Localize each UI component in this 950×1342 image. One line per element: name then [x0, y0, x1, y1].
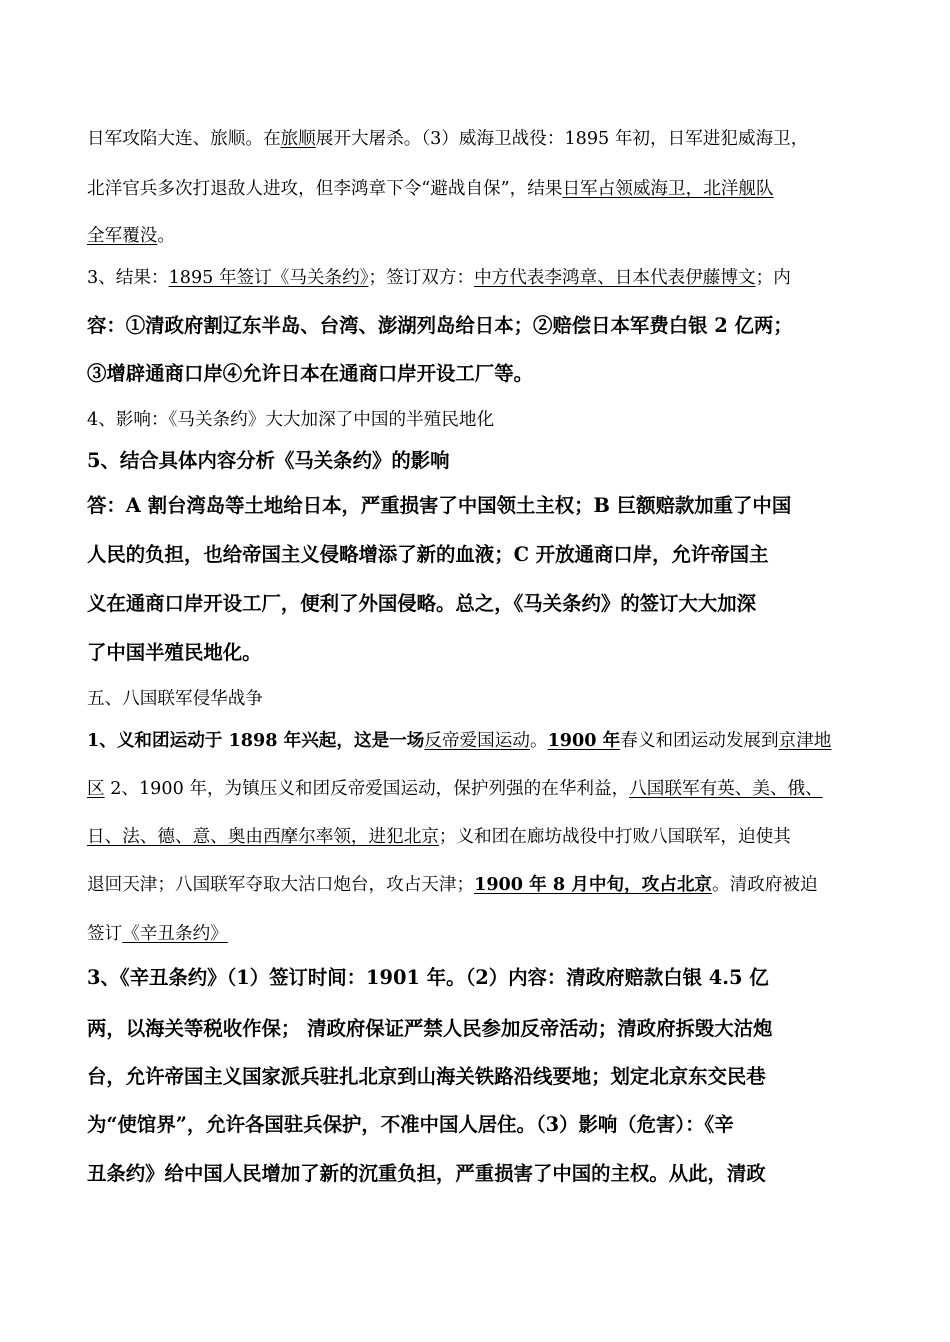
underlined-text: 反帝爱国运动	[424, 731, 530, 751]
text-segment: 日军攻陷大连、旅顺。在	[87, 129, 281, 149]
text-line	[87, 1017, 772, 1041]
text-line	[87, 224, 175, 248]
underlined-text: 区	[87, 779, 105, 799]
text-segment: 退回天津；八国联军夺取大沽口炮台，攻占天津；	[87, 875, 475, 895]
text-line	[87, 177, 774, 201]
underlined-text: 1895 年签订《马关条约》	[168, 268, 369, 288]
text-line	[87, 966, 769, 990]
text-line	[87, 1113, 734, 1137]
text-line	[87, 543, 768, 567]
text-segment: 丑条约》给中国人民增加了新的沉重负担，严重损害了中国的主权。从此，清政	[87, 1162, 766, 1185]
text-segment: 五、八国联军侵华战争	[87, 689, 263, 709]
text-segment: ；内	[755, 268, 791, 288]
text-segment: 为“使馆界”，允许各国驻兵保护，不准中国人居住。（3）影响（危害）：《辛	[87, 1113, 734, 1136]
text-segment: 2、1900 年，为镇压义和团反帝爱国运动，保护列强的在华利益，	[104, 779, 630, 799]
section-heading	[87, 687, 263, 711]
text-line	[87, 592, 756, 616]
underlined-text: 旅顺	[280, 129, 316, 149]
text-segment: 签订	[87, 924, 123, 944]
text-segment: 4、影响：《马关条约》大大加深了中国的半殖民地化	[87, 410, 495, 430]
underlined-text: 日、法、德、意、奥由西摩尔率领，进犯北京	[87, 827, 439, 847]
text-segment: 答：A 割台湾岛等土地给日本，严重损害了中国领土主权；B 巨额赔款加重了中国	[87, 494, 792, 517]
text-segment: 容：①清政府割辽东半岛、台湾、澎湖列岛给日本；②赔偿日本军费白银 2 亿两；	[87, 314, 793, 337]
underlined-text: 中方代表李鸿章、日本代表伊藤博文	[474, 268, 756, 288]
text-line	[87, 729, 831, 753]
underlined-text: 京津地	[778, 731, 832, 751]
text-segment: 。清政府被迫	[712, 875, 818, 895]
text-line	[87, 408, 494, 432]
text-segment: 3、结果：	[87, 268, 169, 288]
text-segment: 3、《辛丑条约》（1）签订时间：1901 年。（2）内容：清政府赔款白银 4.5 亿	[87, 966, 769, 989]
text-segment: ③增辟通商口岸④允许日本在通商口岸开设工厂等。	[87, 362, 533, 385]
section-question	[87, 449, 450, 473]
text-segment: 北洋官兵多次打退敌人进攻，但李鸿章下令“避战自保”，结果	[87, 179, 563, 199]
text-line	[87, 1065, 766, 1089]
text-line	[87, 873, 818, 897]
underlined-text: 1900 年	[547, 730, 621, 751]
text-segment: 人民的负担，也给帝国主义侵略增添了新的血液；C 开放通商口岸，允许帝国主	[87, 543, 769, 566]
text-segment: 5、结合具体内容分析《马关条约》的影响	[87, 449, 450, 472]
text-line	[87, 127, 808, 151]
text-segment: 。	[157, 226, 175, 246]
text-line	[87, 494, 791, 518]
text-segment: 春义和团运动发展到	[620, 731, 779, 751]
text-segment: ；义和团在廊坊战役中打败八国联军，迫使其	[438, 827, 791, 847]
text-segment: 展开大屠杀。（3）威海卫战役：1895 年初，日军进犯威海卫，	[315, 129, 809, 149]
underlined-text: 《辛丑条约》	[122, 924, 228, 944]
text-line	[87, 266, 791, 290]
text-segment: 。	[529, 731, 548, 751]
text-line	[87, 922, 228, 946]
text-line	[87, 314, 793, 338]
text-line	[87, 362, 533, 386]
underlined-text: 1900 年 8 月中旬，攻占北京	[474, 874, 713, 895]
text-line	[87, 1162, 766, 1186]
underlined-text: 全军覆没	[87, 226, 158, 246]
underlined-text: 日军占领威海卫，北洋舰队	[562, 179, 774, 199]
text-segment: 义在通商口岸开设工厂，便利了外国侵略。总之，《马关条约》的签订大大加深	[87, 592, 756, 615]
text-segment: 两，以海关等税收作保； 清政府保证严禁人民参加反帝活动；清政府拆毁大沽炮	[87, 1017, 773, 1040]
text-line	[87, 641, 262, 665]
text-segment: 台，允许帝国主义国家派兵驻扎北京到山海关铁路沿线要地；划定北京东交民巷	[87, 1065, 766, 1088]
text-segment: 了中国半殖民地化。	[87, 641, 262, 664]
text-line	[87, 825, 791, 849]
text-segment: ；签订双方：	[368, 268, 475, 288]
text-line	[87, 777, 823, 801]
text-segment: 1、义和团运动于 1898 年兴起，这是一场	[87, 730, 425, 751]
underlined-text: 八国联军有英、美、俄、	[629, 779, 823, 799]
